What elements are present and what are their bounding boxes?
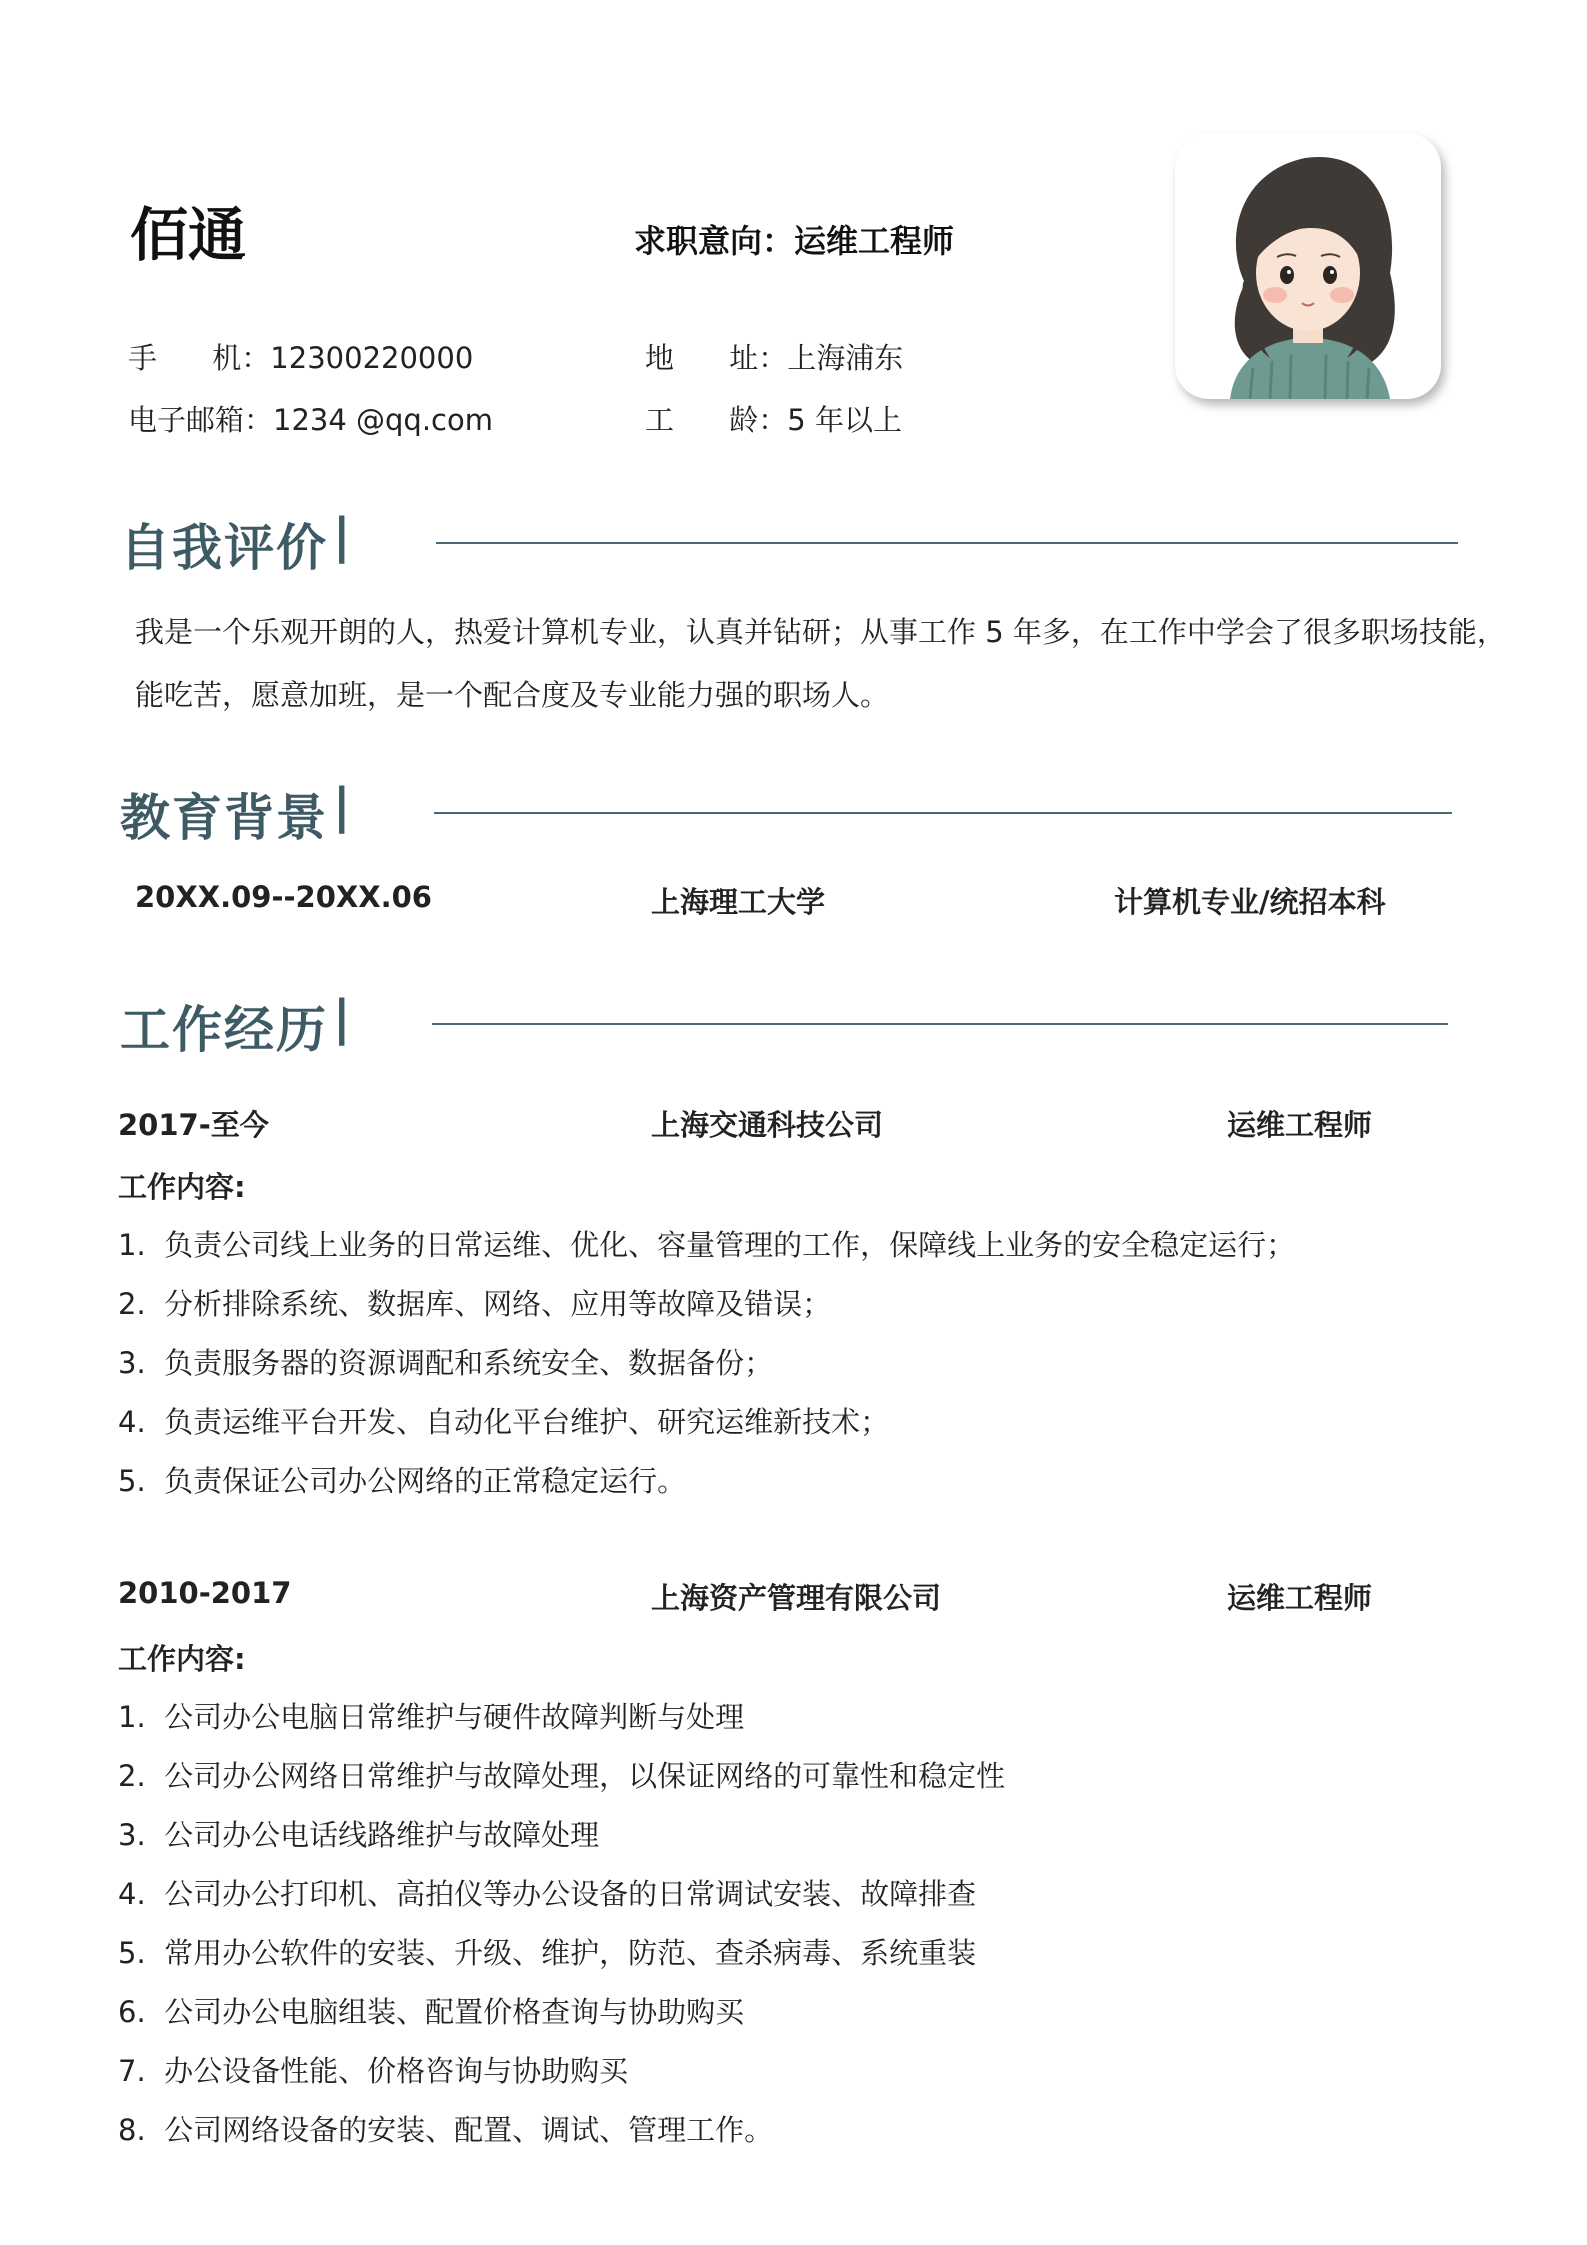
job-company: 上海交通科技公司 bbox=[651, 1108, 884, 1142]
job-period: 2010-2017 bbox=[118, 1576, 292, 1610]
job-period: 2017-至今 bbox=[118, 1108, 269, 1142]
section-rule bbox=[436, 542, 1458, 544]
education-period: 20XX.09--20XX.06 bbox=[135, 880, 432, 914]
job-duty-item: 1. 公司办公电脑日常维护与硬件故障判断与处理 bbox=[118, 1700, 745, 1734]
candidate-name: 佰通 bbox=[130, 201, 247, 269]
job-duty-item: 4. 公司办公打印机、高拍仪等办公设备的日常调试安装、故障排查 bbox=[118, 1877, 977, 1911]
job-duty-item: 8. 公司网络设备的安装、配置、调试、管理工作。 bbox=[118, 2113, 774, 2147]
section-title-work: 工作经历 bbox=[120, 1001, 328, 1059]
job-duty-item: 4. 负责运维平台开发、自动化平台维护、研究运维新技术； bbox=[118, 1405, 890, 1439]
section-title-self-evaluation: 自我评价 bbox=[120, 519, 328, 577]
section-rule bbox=[432, 1023, 1448, 1025]
job-duty-item: 5. 负责保证公司办公网络的正常稳定运行。 bbox=[118, 1464, 687, 1498]
avatar bbox=[1175, 133, 1441, 399]
job-role: 运维工程师 bbox=[1227, 1581, 1373, 1615]
address-info: 地 址：上海浦东 bbox=[645, 341, 904, 375]
job-duty-item: 3. 公司办公电话线路维护与故障处理 bbox=[118, 1818, 600, 1852]
self-eval-line-2: 能吃苦，愿意加班，是一个配合度及专业能力强的职场人。 bbox=[135, 678, 890, 712]
self-eval-line-1: 我是一个乐观开朗的人，热爱计算机专业，认真并钻研；从事工作 5 年多，在工作中学会了很多职场技能， bbox=[135, 615, 1506, 649]
job-duty-item: 5. 常用办公软件的安装、升级、维护，防范、查杀病毒、系统重装 bbox=[118, 1936, 977, 1970]
cartoon-girl-avatar-icon bbox=[1175, 133, 1441, 399]
phone-info: 手 机：12300220000 bbox=[128, 341, 474, 375]
email-info: 电子邮箱：1234 @qq.com bbox=[128, 403, 493, 437]
job-duty-item: 6. 公司办公电脑组装、配置价格查询与协助购买 bbox=[118, 1995, 745, 2029]
job-intent: 求职意向：运维工程师 bbox=[634, 222, 955, 260]
education-major: 计算机专业/统招本科 bbox=[1114, 885, 1386, 919]
job-duty-item: 7. 办公设备性能、价格咨询与协助购买 bbox=[118, 2054, 629, 2088]
job-duty-item: 2. 公司办公网络日常维护与故障处理，以保证网络的可靠性和稳定性 bbox=[118, 1759, 1006, 1793]
education-school: 上海理工大学 bbox=[651, 885, 826, 919]
section-divider-bar: | bbox=[333, 990, 351, 1046]
job-duty-item: 2. 分析排除系统、数据库、网络、应用等故障及错误； bbox=[118, 1287, 832, 1321]
section-divider-bar: | bbox=[333, 778, 351, 834]
experience-info: 工 龄：5 年以上 bbox=[645, 403, 902, 437]
section-rule bbox=[434, 812, 1452, 814]
section-divider-bar: | bbox=[333, 508, 351, 564]
job-role: 运维工程师 bbox=[1227, 1108, 1373, 1142]
job-company: 上海资产管理有限公司 bbox=[651, 1581, 942, 1615]
job-duty-item: 3. 负责服务器的资源调配和系统安全、数据备份； bbox=[118, 1346, 774, 1380]
job-content-label: 工作内容: bbox=[118, 1170, 246, 1204]
job-duty-item: 1. 负责公司线上业务的日常运维、优化、容量管理的工作，保障线上业务的安全稳定运行； bbox=[118, 1228, 1296, 1262]
section-title-education: 教育背景 bbox=[120, 789, 328, 847]
job-content-label: 工作内容: bbox=[118, 1642, 246, 1676]
